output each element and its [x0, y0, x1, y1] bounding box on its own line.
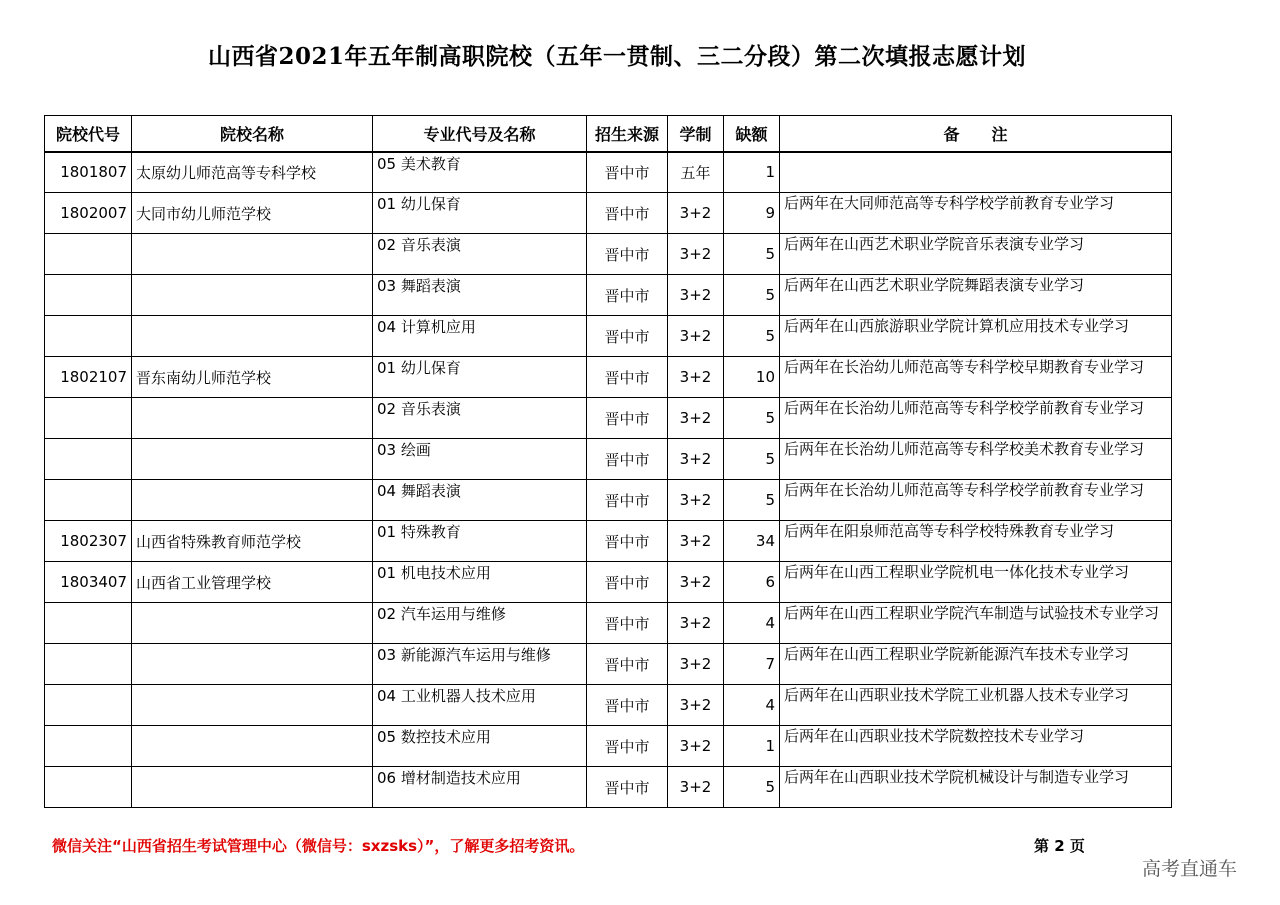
system-cell: 3+2	[668, 726, 724, 767]
major-cell: 04 舞蹈表演	[373, 480, 587, 521]
school-name-cell	[132, 316, 373, 357]
table-row	[45, 275, 1172, 316]
table-header-row	[45, 116, 1172, 152]
system-cell: 3+2	[668, 234, 724, 275]
vacancy-cell: 7	[724, 644, 780, 685]
system-cell: 3+2	[668, 562, 724, 603]
major-cell: 04 工业机器人技术应用	[373, 685, 587, 726]
system-cell: 3+2	[668, 603, 724, 644]
source-cell: 晋中市	[587, 193, 668, 234]
school-code-cell: 1803407	[45, 562, 132, 603]
system-cell: 3+2	[668, 644, 724, 685]
table-row	[45, 316, 1172, 357]
header-school-name: 院校名称	[132, 116, 373, 152]
major-cell: 01 机电技术应用	[373, 562, 587, 603]
school-code-cell	[45, 726, 132, 767]
school-name-cell: 太原幼儿师范高等专科学校	[132, 152, 373, 193]
vacancy-cell: 10	[724, 357, 780, 398]
vacancy-cell: 5	[724, 398, 780, 439]
school-code-cell	[45, 480, 132, 521]
source-cell: 晋中市	[587, 316, 668, 357]
school-code-cell	[45, 439, 132, 480]
school-name-cell	[132, 439, 373, 480]
table-row	[45, 480, 1172, 521]
header-school-code: 院校代号	[45, 116, 132, 152]
school-code-cell	[45, 234, 132, 275]
vacancy-cell: 5	[724, 316, 780, 357]
school-name-cell: 山西省特殊教育师范学校	[132, 521, 373, 562]
system-cell: 3+2	[668, 480, 724, 521]
vacancy-cell: 5	[724, 234, 780, 275]
table-row	[45, 152, 1172, 193]
vacancy-cell: 1	[724, 726, 780, 767]
table-row	[45, 398, 1172, 439]
note-cell: 后两年在山西工程职业学院新能源汽车技术专业学习	[780, 644, 1172, 685]
table-row	[45, 767, 1172, 808]
major-cell: 05 美术教育	[373, 152, 587, 193]
table-row	[45, 685, 1172, 726]
school-name-cell: 大同市幼儿师范学校	[132, 193, 373, 234]
note-cell: 后两年在大同师范高等专科学校学前教育专业学习	[780, 193, 1172, 234]
system-cell: 3+2	[668, 193, 724, 234]
note-cell: 后两年在山西艺术职业学院音乐表演专业学习	[780, 234, 1172, 275]
note-cell: 后两年在山西职业技术学院工业机器人技术专业学习	[780, 685, 1172, 726]
major-cell: 01 幼儿保育	[373, 193, 587, 234]
system-cell: 五年	[668, 152, 724, 193]
note-cell: 后两年在山西旅游职业学院计算机应用技术专业学习	[780, 316, 1172, 357]
vacancy-cell: 4	[724, 603, 780, 644]
source-cell: 晋中市	[587, 767, 668, 808]
major-cell: 03 新能源汽车运用与维修	[373, 644, 587, 685]
header-major: 专业代号及名称	[373, 116, 587, 152]
major-cell: 02 音乐表演	[373, 398, 587, 439]
source-cell: 晋中市	[587, 480, 668, 521]
table-row	[45, 234, 1172, 275]
header-note: 备 注	[780, 116, 1172, 152]
table-row	[45, 193, 1172, 234]
school-name-cell	[132, 275, 373, 316]
source-cell: 晋中市	[587, 234, 668, 275]
system-cell: 3+2	[668, 275, 724, 316]
source-cell: 晋中市	[587, 685, 668, 726]
note-cell: 后两年在山西艺术职业学院舞蹈表演专业学习	[780, 275, 1172, 316]
school-name-cell: 山西省工业管理学校	[132, 562, 373, 603]
major-cell: 04 计算机应用	[373, 316, 587, 357]
system-cell: 3+2	[668, 316, 724, 357]
system-cell: 3+2	[668, 521, 724, 562]
school-code-cell: 1802307	[45, 521, 132, 562]
system-cell: 3+2	[668, 767, 724, 808]
note-cell: 后两年在山西工程职业学院机电一体化技术专业学习	[780, 562, 1172, 603]
source-cell: 晋中市	[587, 726, 668, 767]
source-cell: 晋中市	[587, 152, 668, 193]
header-system: 学制	[668, 116, 724, 152]
school-name-cell	[132, 234, 373, 275]
header-source: 招生来源	[587, 116, 668, 152]
table-row	[45, 521, 1172, 562]
major-cell: 01 特殊教育	[373, 521, 587, 562]
note-cell: 后两年在山西职业技术学院机械设计与制造专业学习	[780, 767, 1172, 808]
vacancy-cell: 5	[724, 439, 780, 480]
source-cell: 晋中市	[587, 521, 668, 562]
school-code-cell: 1802007	[45, 193, 132, 234]
table-row	[45, 357, 1172, 398]
table-row	[45, 439, 1172, 480]
system-cell: 3+2	[668, 357, 724, 398]
major-cell: 02 汽车运用与维修	[373, 603, 587, 644]
school-name-cell: 晋东南幼儿师范学校	[132, 357, 373, 398]
system-cell: 3+2	[668, 685, 724, 726]
vacancy-cell: 5	[724, 275, 780, 316]
watermark: 高考直通车	[1142, 858, 1238, 880]
major-cell: 01 幼儿保育	[373, 357, 587, 398]
school-code-cell	[45, 767, 132, 808]
vacancy-cell: 6	[724, 562, 780, 603]
note-cell: 后两年在长治幼儿师范高等专科学校早期教育专业学习	[780, 357, 1172, 398]
page-title: 山西省2021年五年制高职院校（五年一贯制、三二分段）第二次填报志愿计划	[207, 43, 1026, 70]
vacancy-cell: 5	[724, 767, 780, 808]
major-cell: 02 音乐表演	[373, 234, 587, 275]
vacancy-cell: 4	[724, 685, 780, 726]
school-name-cell	[132, 644, 373, 685]
school-code-cell	[45, 275, 132, 316]
school-code-cell: 1801807	[45, 152, 132, 193]
note-cell: 后两年在长治幼儿师范高等专科学校美术教育专业学习	[780, 439, 1172, 480]
note-cell: 后两年在山西职业技术学院数控技术专业学习	[780, 726, 1172, 767]
page-number: 第 2 页	[1034, 837, 1085, 855]
note-cell	[780, 152, 1172, 193]
note-cell: 后两年在长治幼儿师范高等专科学校学前教育专业学习	[780, 398, 1172, 439]
vacancy-cell: 9	[724, 193, 780, 234]
source-cell: 晋中市	[587, 644, 668, 685]
source-cell: 晋中市	[587, 439, 668, 480]
vacancy-cell: 5	[724, 480, 780, 521]
source-cell: 晋中市	[587, 398, 668, 439]
source-cell: 晋中市	[587, 603, 668, 644]
header-vacancy: 缺额	[724, 116, 780, 152]
school-code-cell	[45, 685, 132, 726]
note-cell: 后两年在山西工程职业学院汽车制造与试验技术专业学习	[780, 603, 1172, 644]
school-code-cell	[45, 316, 132, 357]
vacancy-cell: 1	[724, 152, 780, 193]
major-cell: 06 增材制造技术应用	[373, 767, 587, 808]
school-code-cell	[45, 603, 132, 644]
school-name-cell	[132, 603, 373, 644]
system-cell: 3+2	[668, 398, 724, 439]
school-name-cell	[132, 726, 373, 767]
major-cell: 05 数控技术应用	[373, 726, 587, 767]
school-code-cell	[45, 644, 132, 685]
vacancy-cell: 34	[724, 521, 780, 562]
table-row	[45, 562, 1172, 603]
table-row	[45, 603, 1172, 644]
table-body	[45, 152, 1172, 808]
source-cell: 晋中市	[587, 357, 668, 398]
school-code-cell: 1802107	[45, 357, 132, 398]
system-cell: 3+2	[668, 439, 724, 480]
school-name-cell	[132, 398, 373, 439]
source-cell: 晋中市	[587, 562, 668, 603]
school-name-cell	[132, 685, 373, 726]
admission-plan-table	[44, 115, 1172, 808]
school-code-cell	[45, 398, 132, 439]
major-cell: 03 舞蹈表演	[373, 275, 587, 316]
table-row	[45, 644, 1172, 685]
note-cell: 后两年在长治幼儿师范高等专科学校学前教育专业学习	[780, 480, 1172, 521]
wechat-notice: 微信关注“山西省招生考试管理中心（微信号：sxzsks）”，了解更多招考资讯。	[52, 837, 585, 855]
major-cell: 03 绘画	[373, 439, 587, 480]
source-cell: 晋中市	[587, 275, 668, 316]
school-name-cell	[132, 767, 373, 808]
table-row	[45, 726, 1172, 767]
school-name-cell	[132, 480, 373, 521]
note-cell: 后两年在阳泉师范高等专科学校特殊教育专业学习	[780, 521, 1172, 562]
